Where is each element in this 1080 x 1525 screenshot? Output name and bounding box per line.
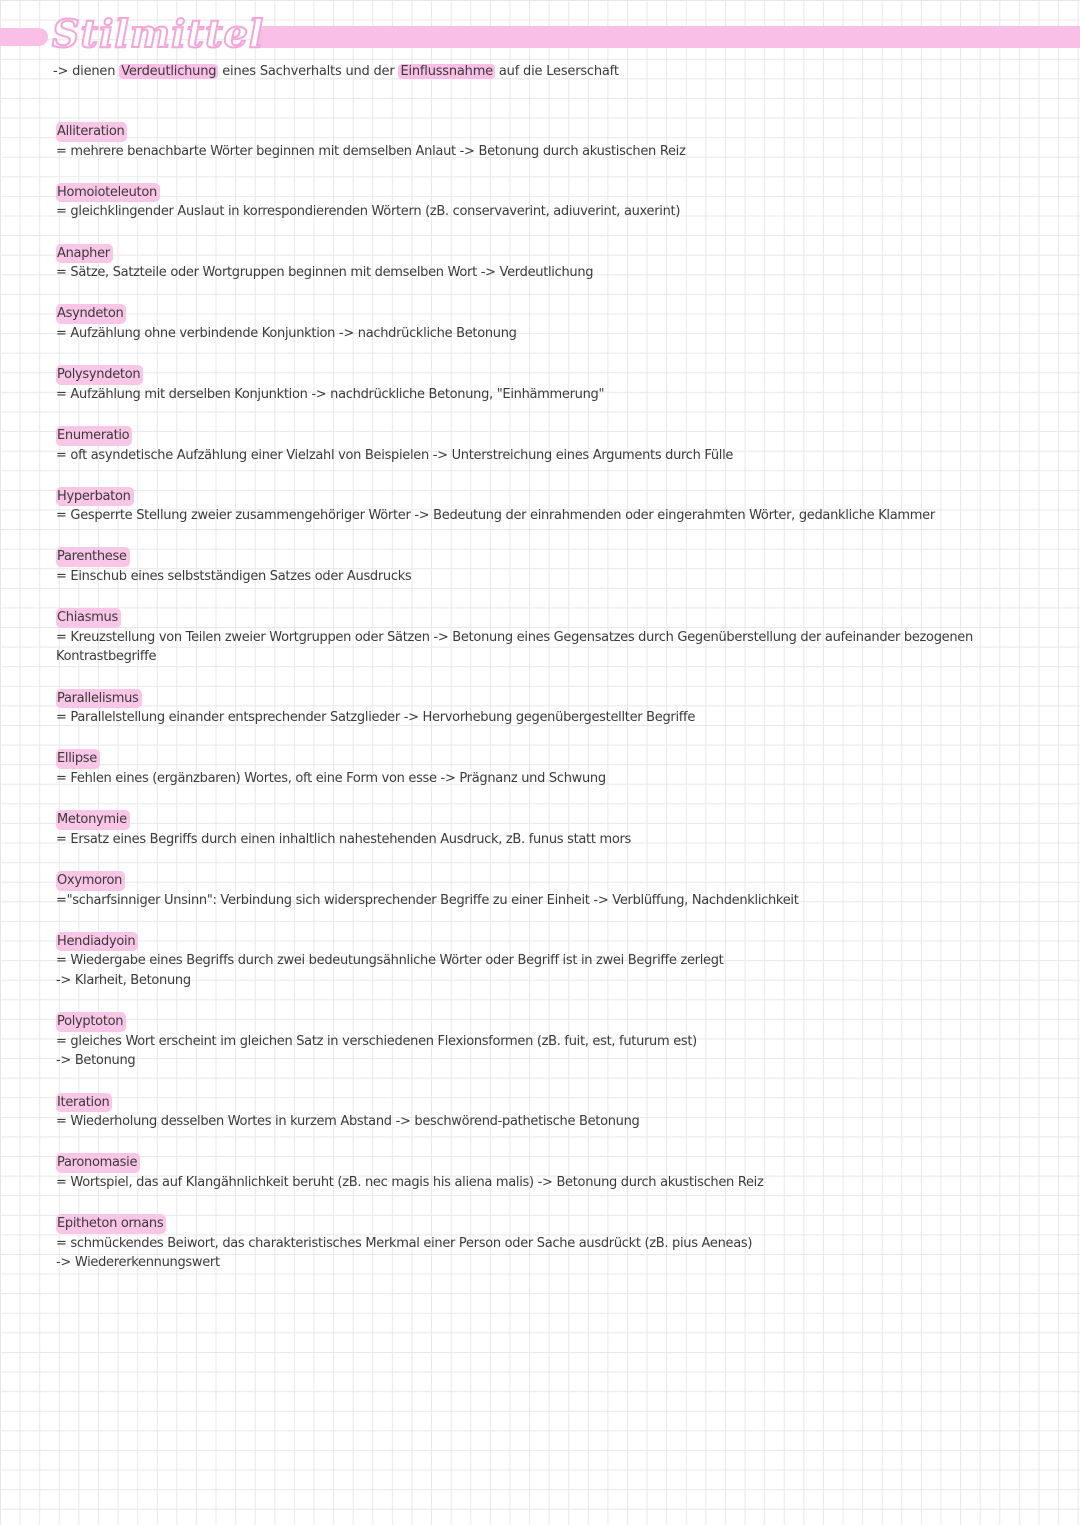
term-definition: = Wiederholung desselben Wortes in kurzem Abstand -> beschwörend-pathetische Betonung <box>56 1114 640 1130</box>
term-definition: = Einschub eines selbstständigen Satzes oder Ausdrucks <box>56 569 412 585</box>
term-name: Hyperbaton <box>56 487 134 507</box>
term-name: Oxymoron <box>56 871 125 891</box>
term-name: Parallelismus <box>56 689 142 709</box>
intro-highlight-einflussnahme: Einflussnahme <box>400 64 493 79</box>
title-stripe-right <box>252 26 1080 48</box>
term-definition: = Parallelstellung einander entsprechender Satzglieder -> Hervorhebung gegenübergestellter Begriffe <box>56 710 696 726</box>
term-name: Asyndeton <box>56 304 126 324</box>
term-oxymoron <box>56 869 1056 910</box>
term-iteration <box>56 1091 1056 1132</box>
term-asyndeton <box>56 302 1056 343</box>
intro-middle: eines Sachverhalts und der <box>218 64 399 79</box>
term-epitheton-ornans <box>56 1212 1056 1273</box>
term-name: Ellipse <box>56 749 100 769</box>
term-metonymie <box>56 808 1056 849</box>
term-name: Metonymie <box>56 810 130 830</box>
term-definition: = oft asyndetische Aufzählung einer Vielzahl von Beispielen -> Unterstreichung eines Arguments durch Fülle <box>56 447 734 463</box>
term-definition: = Aufzählung ohne verbindende Konjunktion -> nachdrückliche Betonung <box>56 325 517 341</box>
term-enumeratio <box>56 424 1056 465</box>
term-definition: = Aufzählung mit derselben Konjunktion -> nachdrückliche Betonung, "Einhämmerung" <box>56 386 605 402</box>
term-name: Epitheton ornans <box>56 1214 166 1234</box>
term-name: Anapher <box>56 244 113 264</box>
term-definition: = Wortspiel, das auf Klangähnlichkeit beruht (zB. nec magis his aliena malis) -> Betonung durch akustischen Reiz <box>56 1174 764 1190</box>
intro-suffix: auf die Leserschaft <box>494 64 619 79</box>
term-definition: = Fehlen eines (ergänzbaren) Wortes, oft eine Form von esse -> Prägnanz und Schwung <box>56 771 606 786</box>
term-definition: = schmückendes Beiwort, das charakteristisches Merkmal einer Person oder Sache ausdrückt (zB. pius Aeneas) -> Wiedererkennungswert <box>56 1235 753 1271</box>
term-definition: = gleichklingender Auslaut in korrespondierenden Wörtern (zB. conservaverint, adiuverint, auxerint) <box>56 204 681 220</box>
term-polysyndeton <box>56 363 1056 404</box>
term-list <box>56 120 1056 1292</box>
term-name: Polysyndeton <box>56 365 143 385</box>
term-name: Chiasmus <box>56 608 121 628</box>
term-name: Alliteration <box>56 122 127 142</box>
term-name: Homoioteleuton <box>56 183 160 203</box>
term-polyptoton <box>56 1010 1056 1071</box>
term-definition: = Kreuzstellung von Teilen zweier Wortgruppen oder Sätzen -> Betonung eines Gegensatzes durch Gegenüberstellung der aufeinander bezogenen Kontrastbegriffe <box>56 629 973 665</box>
term-name: Hendiadyoin <box>56 932 138 952</box>
term-definition: = gleiches Wort erscheint im gleichen Satz in verschiedenen Flexionsformen (zB. fuit, est, futurum est) -> Betonung <box>56 1033 697 1069</box>
term-name: Polyptoton <box>56 1012 126 1032</box>
term-parenthese <box>56 545 1056 586</box>
intro-highlight-verdeutlichung: Verdeutlichung <box>121 64 217 79</box>
intro-line <box>53 62 619 81</box>
term-anapher <box>56 242 1056 283</box>
term-definition: ="scharfsinniger Unsinn": Verbindung sich widersprechender Begriffe zu einer Einheit -> Verblüffung, Nachdenklichkeit <box>56 892 799 908</box>
term-paronomasie <box>56 1151 1056 1192</box>
term-ellipse <box>56 747 1056 788</box>
term-definition: = Sätze, Satzteile oder Wortgruppen beginnen mit demselben Wort -> Verdeutlichung <box>56 265 594 281</box>
term-name: Parenthese <box>56 547 130 567</box>
term-definition: = mehrere benachbarte Wörter beginnen mit demselben Anlaut -> Betonung durch akustischen Reiz <box>56 143 686 159</box>
term-definition: = Gesperrte Stellung zweier zusammengehöriger Wörter -> Bedeutung der einrahmenden oder eingerahmten Wörter, gedankliche Klammer <box>56 508 935 524</box>
term-hendiadyoin <box>56 930 1056 991</box>
term-name: Paronomasie <box>56 1153 140 1173</box>
term-definition: = Wiedergabe eines Begriffs durch zwei bedeutungsähnliche Wörter oder Begriff ist in zwei Begriffe zerlegt -> Klarheit, Betonung <box>56 953 724 988</box>
title-stripe-left <box>0 28 48 46</box>
term-parallelismus <box>56 687 1056 728</box>
term-name: Enumeratio <box>56 426 132 446</box>
term-alliteration <box>56 120 1056 161</box>
term-name: Iteration <box>56 1093 112 1113</box>
term-hyperbaton <box>56 485 1056 526</box>
term-homoioteleuton <box>56 181 1056 222</box>
page-title: Stilmittel <box>52 11 265 56</box>
intro-prefix: -> dienen <box>53 64 120 79</box>
term-chiasmus <box>56 606 1056 667</box>
term-definition: = Ersatz eines Begriffs durch einen inhaltlich nahestehenden Ausdruck, zB. funus statt mors <box>56 831 632 847</box>
